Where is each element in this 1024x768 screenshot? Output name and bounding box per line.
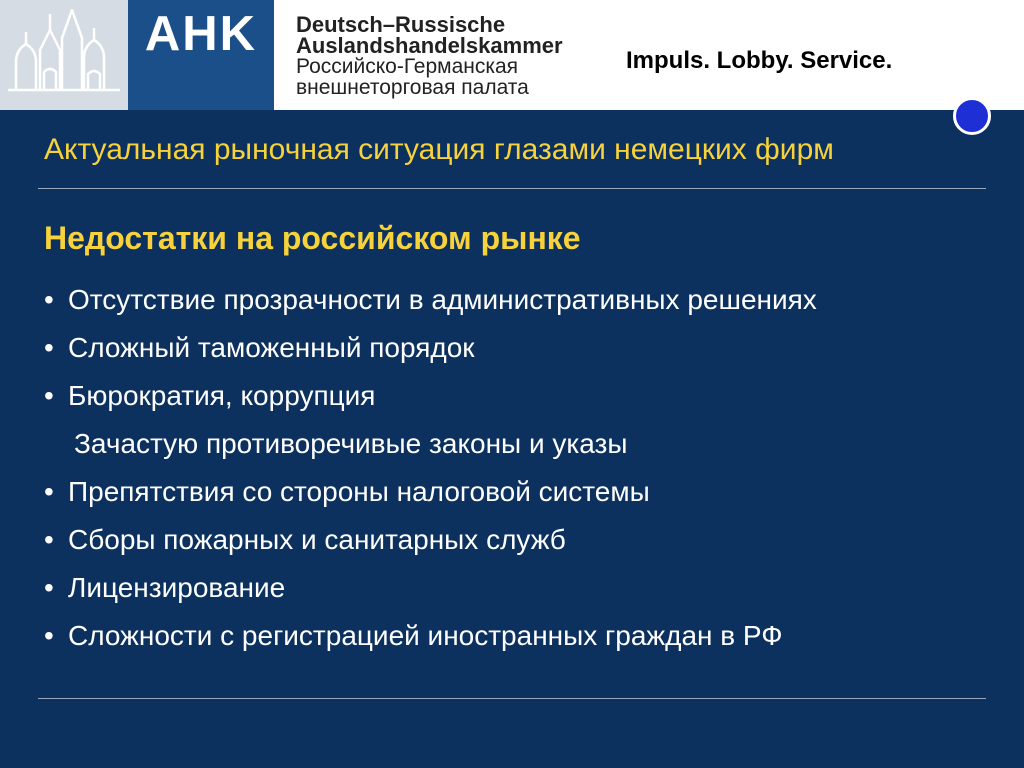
list-item: Зачастую противоречивые законы и указы bbox=[74, 428, 628, 459]
slide-header bbox=[0, 0, 1024, 110]
decorative-circle-icon bbox=[953, 97, 991, 135]
org-line-1: Deutsch–Russische bbox=[296, 12, 506, 37]
list-item: • Бюрократия, коррупция bbox=[44, 378, 984, 414]
bottom-divider bbox=[38, 698, 986, 699]
list-item: • Сложный таможенный порядок bbox=[44, 330, 984, 366]
organization-name bbox=[296, 14, 563, 98]
list-item: • Сложности с регистрацией иностранных граждан в РФ bbox=[44, 618, 984, 654]
ahk-logo-text: AHK bbox=[144, 7, 258, 61]
bullet-list bbox=[44, 282, 984, 666]
org-line-4: внешнеторговая палата bbox=[296, 76, 529, 99]
list-item: • Препятствия со стороны налоговой системы bbox=[44, 474, 984, 510]
list-item: • Отсутствие прозрачности в административных решениях bbox=[44, 282, 984, 318]
top-divider bbox=[38, 188, 986, 189]
slogan: Impuls. Lobby. Service. bbox=[626, 47, 893, 74]
org-line-2: Auslandshandelskammer bbox=[296, 33, 563, 58]
org-line-3: Российско-Германская bbox=[296, 55, 519, 78]
list-item: • Лицензирование bbox=[44, 570, 984, 606]
list-item: • Сборы пожарных и санитарных служб bbox=[44, 522, 984, 558]
section-title: Актуальная рыночная ситуация глазами немецких фирм bbox=[44, 133, 834, 166]
ahk-logo bbox=[128, 0, 274, 110]
kremlin-outline-icon bbox=[0, 0, 128, 110]
slide-heading: Недостатки на российском рынке bbox=[44, 220, 581, 256]
